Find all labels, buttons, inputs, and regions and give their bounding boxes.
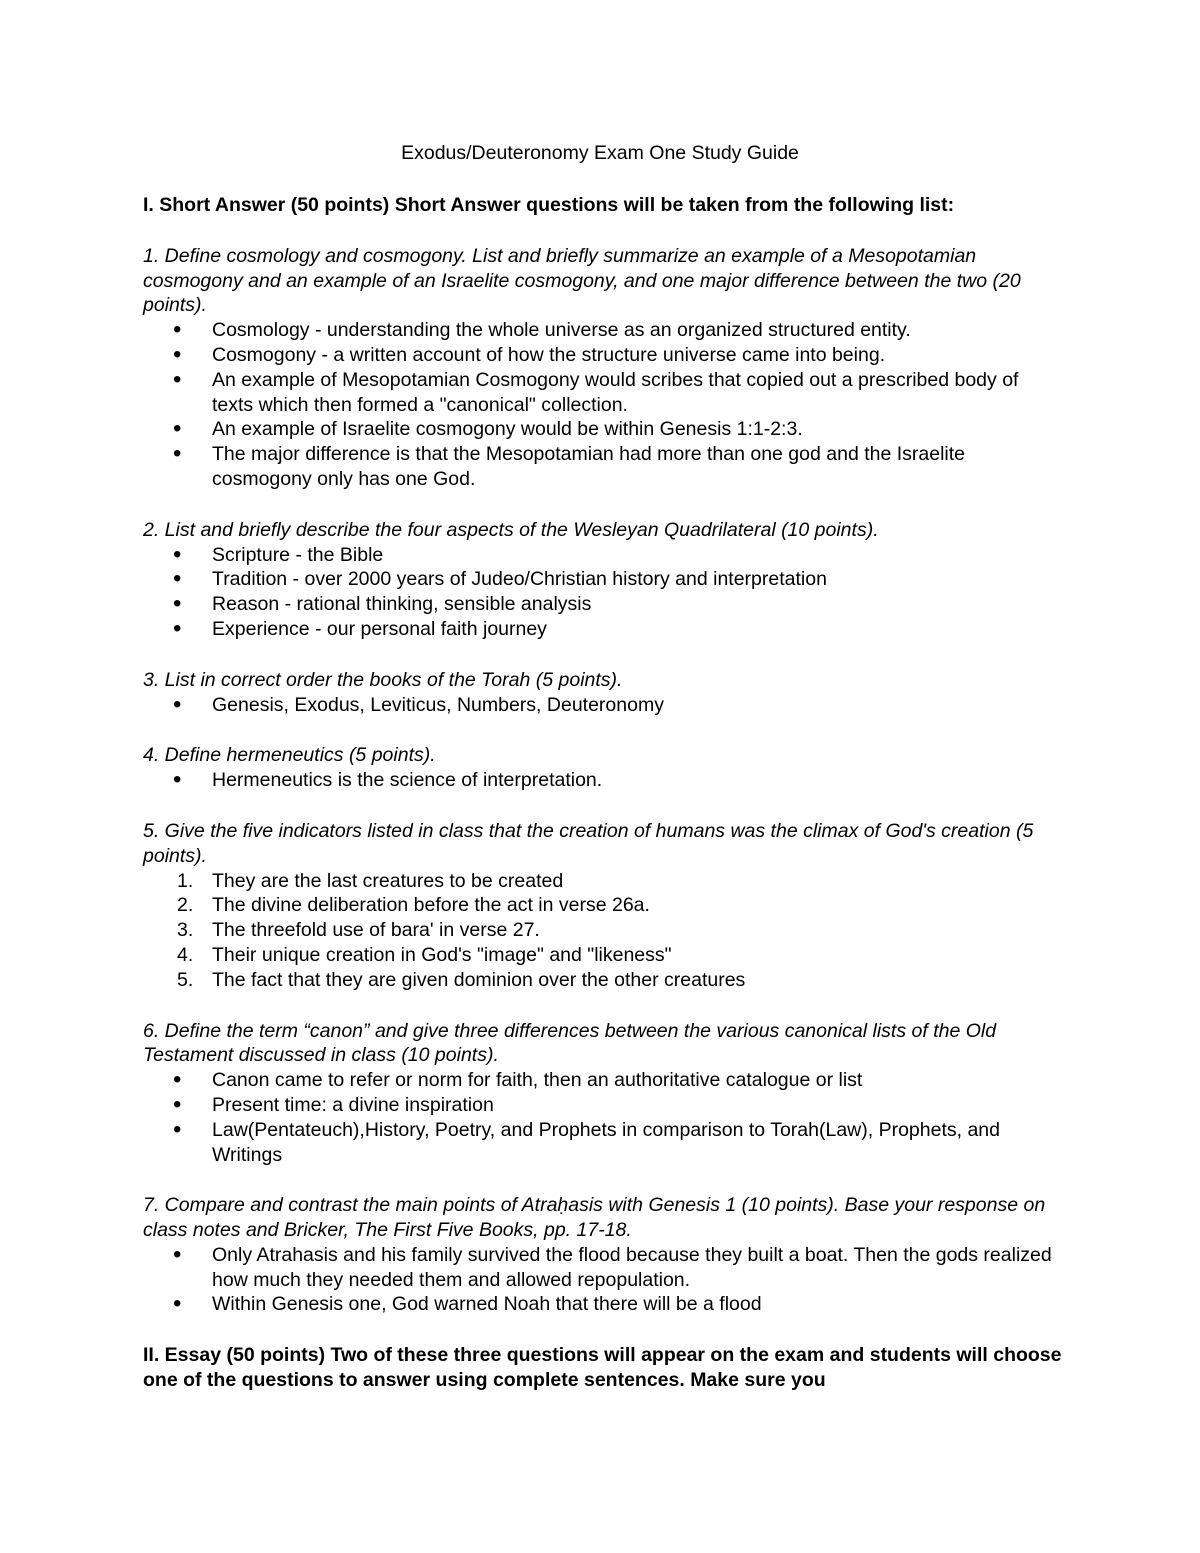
answer-item: • Tradition - over 2000 years of Judeo/Christian history and interpretation [143, 567, 1063, 592]
section-heading-essay: II. Essay (50 points) Two of these three questions will appear on the exam and students will choose one of the questions to answer using complete sentences. Make sure you [143, 1344, 1062, 1392]
bullet-answer-list [143, 543, 1063, 642]
question-block [143, 518, 1063, 642]
question-block [143, 668, 1063, 718]
answer-item: • Law(Pentateuch),History, Poetry, and Prophets in comparison to Torah(Law), Prophets, and Writings [143, 1118, 1063, 1168]
answer-item: • The major difference is that the Mesopotamian had more than one god and the Israelite cosmogony only has one God. [143, 442, 1063, 492]
answer-item: • An example of Mesopotamian Cosmogony would scribes that copied out a prescribed body of texts which then formed a "canonical" collection. [143, 368, 1063, 418]
answer-item: • Cosmology - understanding the whole universe as an organized structured entity. [143, 318, 1063, 343]
answer-item: • Scripture - the Bible [143, 543, 1063, 568]
question-block [143, 1193, 1063, 1317]
section-heading-short-answer: I. Short Answer (50 points) Short Answer questions will be taken from the following list: [143, 194, 955, 216]
answer-item: • Only Atrahasis and his family survived the flood because they built a boat. Then the gods realized how much they needed them and allowed repopulation. [143, 1243, 1063, 1293]
bullet-answer-list [143, 1243, 1063, 1317]
answer-item: • Genesis, Exodus, Leviticus, Numbers, Deuteronomy [143, 693, 1063, 718]
answer-item: The threefold use of bara' in verse 27. [212, 919, 540, 942]
question-prompt: 7. Compare and contrast the main points of Atraḥasis with Genesis 1 (10 points). Base your response on class notes and Bricker, The First Five Books, pp. 17-18. [143, 1194, 1046, 1242]
answer-item: Their unique creation in God's "image" and "likeness" [212, 943, 672, 966]
answer-item: The fact that they are given dominion over the other creatures [212, 968, 746, 991]
answer-item: • Within Genesis one, God warned Noah that there will be a flood [143, 1292, 1063, 1317]
question-prompt: 4. Define hermeneutics (5 points). [143, 744, 436, 767]
question-prompt: 3. List in correct order the books of the Torah (5 points). [143, 668, 623, 691]
question-block [143, 244, 1063, 492]
bullet-answer-list [143, 693, 1063, 718]
answer-item: • Canon came to refer or norm for faith, then an authoritative catalogue or list [143, 1068, 1063, 1093]
answer-item: • Hermeneutics is the science of interpretation. [143, 768, 1063, 793]
question-prompt: 5. Give the five indicators listed in class that the creation of humans was the climax of God's creation (5 points). [143, 819, 1034, 867]
question-block [143, 743, 1063, 793]
bullet-answer-list [143, 768, 1063, 793]
answer-item: • Cosmogony - a written account of how the structure universe came into being. [143, 343, 1063, 368]
question-block [143, 819, 1063, 993]
bullet-answer-list [143, 1068, 1063, 1167]
question-prompt: 1. Define cosmology and cosmogony. List and briefly summarize an example of a Mesopotamian cosmogony and an example of an Israelite cosmogony, and one major difference between the two (20 points). [143, 244, 1021, 317]
answer-item: • An example of Israelite cosmogony would be within Genesis 1:1-2:3. [143, 417, 1063, 442]
question-block [143, 1019, 1063, 1168]
answer-item: • Present time: a divine inspiration [143, 1093, 1063, 1118]
answer-item: They are the last creatures to be created [212, 869, 564, 892]
numbered-answer-list [143, 869, 1063, 993]
answer-item: The divine deliberation before the act in verse 26a. [212, 894, 650, 917]
question-prompt: 2. List and briefly describe the four aspects of the Wesleyan Quadrilateral (10 points). [143, 518, 879, 541]
bullet-answer-list [143, 318, 1063, 492]
document-title: Exodus/Deuteronomy Exam One Study Guide [401, 142, 799, 164]
answer-item: • Reason - rational thinking, sensible analysis [143, 592, 1063, 617]
question-prompt: 6. Define the term “canon” and give three differences between the various canonical lists of the Old Testament discussed in class (10 points). [143, 1019, 997, 1067]
question-list [143, 244, 1063, 1317]
document-body [143, 193, 1063, 1393]
answer-item: • Experience - our personal faith journey [143, 617, 1063, 642]
